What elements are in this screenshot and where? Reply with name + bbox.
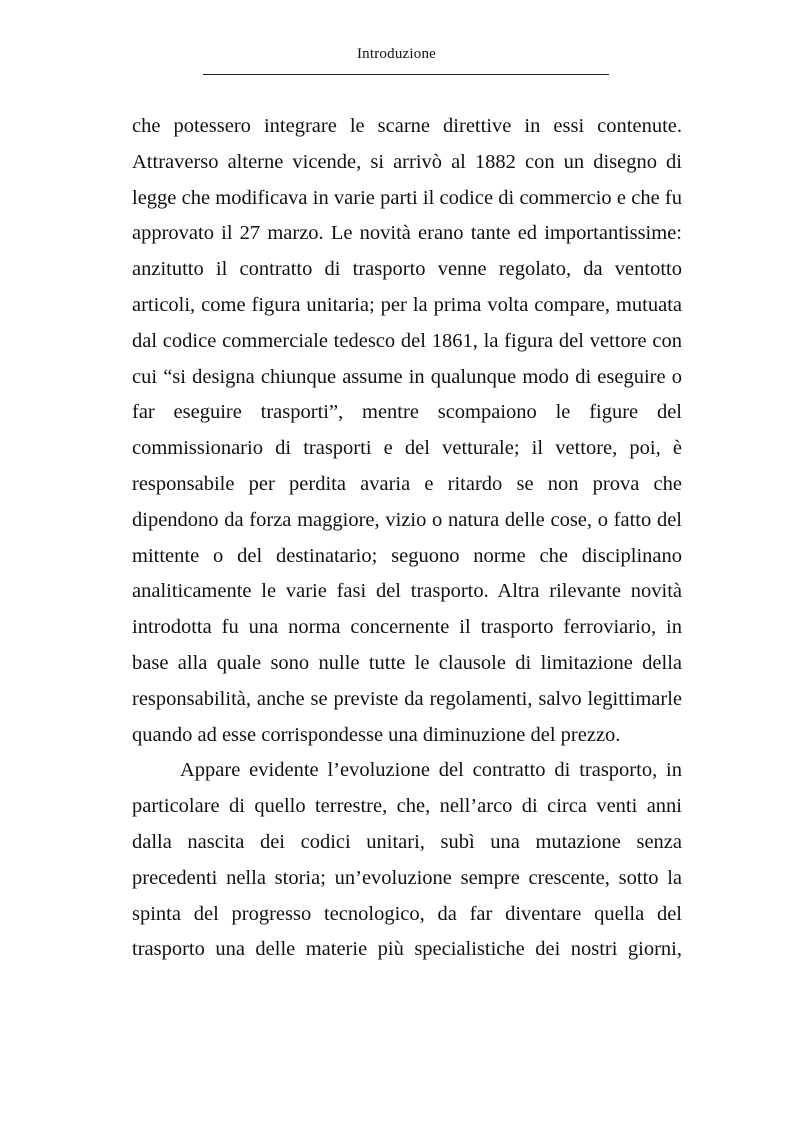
paragraph-1 xyxy=(132,109,682,753)
body-text xyxy=(132,109,682,968)
text-line: responsabilità, anche se previste da regolamenti, salvo legittimarle xyxy=(132,687,682,710)
header-divider xyxy=(203,74,609,75)
text-line: spinta del progresso tecnologico, da far diventare quella del xyxy=(132,902,682,925)
text-line: far eseguire trasporti”, mentre scompaiono le figure del xyxy=(132,401,682,424)
text-line: cui “si designa chiunque assume in qualunque modo di eseguire o xyxy=(132,365,682,388)
text-line: quando ad esse corrispondesse una diminuzione del prezzo. xyxy=(132,723,621,746)
text-line: precedenti nella storia; un’evoluzione sempre crescente, sotto la xyxy=(132,866,682,889)
text-line: legge che modificava in varie parti il codice di commercio e che fu xyxy=(132,186,682,209)
page-header-title: Introduzione xyxy=(356,46,437,62)
text-line: Attraverso alterne vicende, si arrivò al 1882 con un disegno di xyxy=(132,150,682,173)
text-line: introdotta fu una norma concernente il trasporto ferroviario, in xyxy=(132,616,682,639)
text-line: analiticamente le varie fasi del trasporto. Altra rilevante novità xyxy=(132,580,682,603)
text-line: responsabile per perdita avaria e ritardo se non prova che xyxy=(132,472,682,495)
text-line: anzitutto il contratto di trasporto venne regolato, da ventotto xyxy=(132,258,682,281)
text-line: articoli, come figura unitaria; per la prima volta compare, mutuata xyxy=(132,293,682,316)
text-line: dal codice commerciale tedesco del 1861, la figura del vettore con xyxy=(132,329,682,352)
text-line: trasporto una delle materie più specialistiche dei nostri giorni, xyxy=(132,938,682,961)
text-line: dipendono da forza maggiore, vizio o natura delle cose, o fatto del xyxy=(132,508,682,531)
text-line: che potessero integrare le scarne direttive in essi contenute. xyxy=(132,115,682,137)
text-line: Appare evidente l’evoluzione del contratto di trasporto, in xyxy=(180,759,682,782)
paragraph-2 xyxy=(132,753,682,968)
text-line: particolare di quello terrestre, che, nell’arco di circa venti anni xyxy=(132,795,682,818)
text-line: mittente o del destinatario; seguono norme che disciplinano xyxy=(132,544,682,567)
text-line: approvato il 27 marzo. Le novità erano tante ed importantissime: xyxy=(132,222,682,245)
text-line: dalla nascita dei codici unitari, subì una mutazione senza xyxy=(132,830,682,853)
text-line: commissionario di trasporti e del vetturale; il vettore, poi, è xyxy=(132,437,682,460)
text-line: base alla quale sono nulle tutte le clausole di limitazione della xyxy=(132,651,682,674)
